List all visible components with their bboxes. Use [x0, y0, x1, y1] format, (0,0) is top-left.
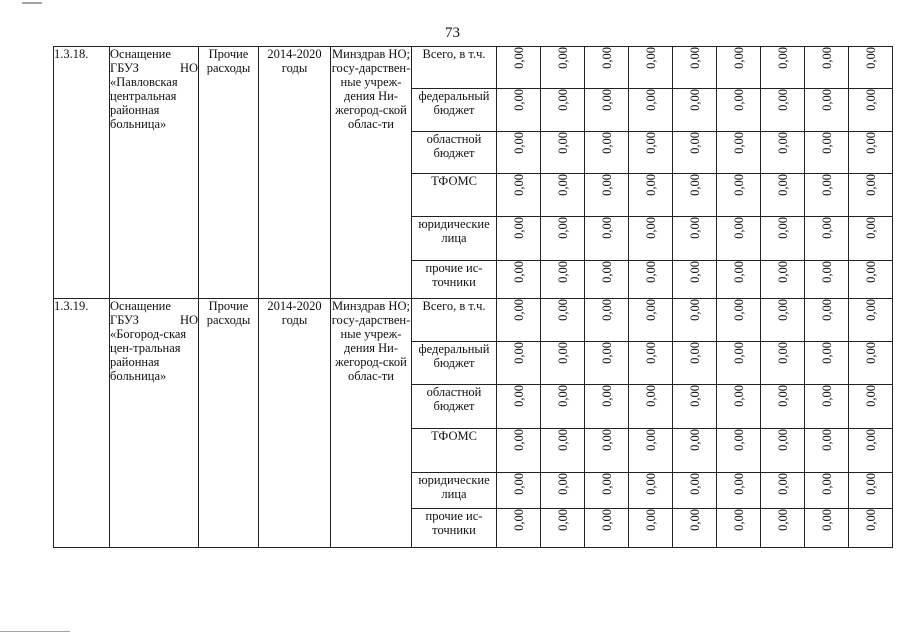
value-cell — [673, 89, 717, 132]
value-text: 0,00 — [643, 47, 658, 69]
value-text: 0,00 — [599, 174, 614, 196]
value-cell — [717, 342, 761, 385]
table-row — [54, 47, 893, 89]
value-cell — [673, 385, 717, 429]
funding-source: ТФОМС — [412, 429, 497, 473]
value-text: 0,00 — [775, 132, 790, 154]
value-cell — [717, 509, 761, 548]
value-cell — [673, 429, 717, 473]
value-text: 0,00 — [555, 174, 570, 196]
value-cell — [585, 509, 629, 548]
value-cell — [497, 132, 541, 174]
value-cell — [585, 473, 629, 509]
value-text: 0,00 — [731, 342, 746, 364]
value-text: 0,00 — [687, 89, 702, 111]
funding-source: федеральный бюджет — [412, 89, 497, 132]
value-cell — [629, 174, 673, 217]
value-text: 0,00 — [819, 429, 834, 451]
value-cell — [541, 342, 585, 385]
value-cell — [805, 509, 849, 548]
value-cell — [717, 47, 761, 89]
value-text: 0,00 — [511, 47, 526, 69]
value-cell — [805, 47, 849, 89]
funding-source: федеральный бюджет — [412, 342, 497, 385]
value-cell — [673, 509, 717, 548]
value-text: 0,00 — [775, 385, 790, 407]
value-text: 0,00 — [687, 217, 702, 239]
value-text: 0,00 — [863, 429, 878, 451]
value-cell — [673, 174, 717, 217]
value-text: 0,00 — [643, 174, 658, 196]
value-cell — [849, 47, 893, 89]
value-cell — [849, 261, 893, 299]
value-text: 0,00 — [863, 261, 878, 283]
value-cell — [717, 174, 761, 217]
value-text: 0,00 — [555, 261, 570, 283]
value-cell — [541, 509, 585, 548]
executor: Минздрав НО; госу-дарствен-ные учреж-дения Ни-жегород-ской облас-ти — [331, 299, 412, 548]
funding-source: ТФОМС — [412, 174, 497, 217]
value-cell — [761, 89, 805, 132]
value-text: 0,00 — [775, 261, 790, 283]
value-cell — [673, 473, 717, 509]
value-cell — [761, 473, 805, 509]
value-cell — [805, 174, 849, 217]
value-cell — [717, 299, 761, 342]
scan-mark — [0, 631, 70, 632]
value-text: 0,00 — [687, 509, 702, 531]
value-text: 0,00 — [643, 299, 658, 321]
value-text: 0,00 — [731, 132, 746, 154]
value-cell — [805, 342, 849, 385]
value-cell — [585, 132, 629, 174]
value-text: 0,00 — [599, 429, 614, 451]
value-text: 0,00 — [555, 429, 570, 451]
value-text: 0,00 — [819, 132, 834, 154]
value-text: 0,00 — [511, 89, 526, 111]
value-text: 0,00 — [775, 429, 790, 451]
value-text: 0,00 — [643, 217, 658, 239]
period: 2014-2020 годы — [259, 299, 331, 548]
value-cell — [585, 299, 629, 342]
value-text: 0,00 — [731, 385, 746, 407]
value-text: 0,00 — [555, 132, 570, 154]
value-cell — [805, 89, 849, 132]
value-text: 0,00 — [643, 385, 658, 407]
executor: Минздрав НО; госу-дарствен-ные учреж-дения Ни-жегород-ской облас-ти — [331, 47, 412, 299]
value-cell — [761, 342, 805, 385]
funding-source: прочие ис-точники — [412, 509, 497, 548]
value-text: 0,00 — [863, 385, 878, 407]
value-cell — [629, 89, 673, 132]
value-cell — [761, 261, 805, 299]
value-cell — [717, 217, 761, 261]
value-text: 0,00 — [775, 299, 790, 321]
value-cell — [717, 429, 761, 473]
value-cell — [629, 473, 673, 509]
value-cell — [717, 385, 761, 429]
funding-source: областной бюджет — [412, 385, 497, 429]
value-cell — [761, 217, 805, 261]
value-cell — [849, 217, 893, 261]
value-text: 0,00 — [511, 299, 526, 321]
value-cell — [805, 429, 849, 473]
value-cell — [497, 47, 541, 89]
value-text: 0,00 — [511, 473, 526, 495]
value-text: 0,00 — [775, 217, 790, 239]
value-text: 0,00 — [599, 299, 614, 321]
value-text: 0,00 — [775, 473, 790, 495]
value-text: 0,00 — [819, 261, 834, 283]
value-cell — [849, 473, 893, 509]
value-cell — [497, 217, 541, 261]
value-text: 0,00 — [775, 89, 790, 111]
value-text: 0,00 — [775, 509, 790, 531]
value-cell — [849, 429, 893, 473]
value-cell — [629, 385, 673, 429]
value-cell — [717, 261, 761, 299]
value-text: 0,00 — [687, 429, 702, 451]
value-text: 0,00 — [643, 342, 658, 364]
value-cell — [805, 217, 849, 261]
value-text: 0,00 — [555, 299, 570, 321]
value-text: 0,00 — [775, 47, 790, 69]
value-text: 0,00 — [599, 385, 614, 407]
value-cell — [761, 132, 805, 174]
value-cell — [497, 473, 541, 509]
value-text: 0,00 — [863, 47, 878, 69]
value-text: 0,00 — [643, 509, 658, 531]
value-cell — [761, 429, 805, 473]
value-cell — [585, 174, 629, 217]
value-cell — [673, 342, 717, 385]
value-text: 0,00 — [819, 509, 834, 531]
value-text: 0,00 — [687, 174, 702, 196]
expense-type: Прочие расходы — [199, 299, 259, 548]
page-number: 73 — [445, 25, 460, 41]
period: 2014-2020 годы — [259, 47, 331, 299]
value-cell — [849, 132, 893, 174]
funding-source: областной бюджет — [412, 132, 497, 174]
value-text: 0,00 — [863, 174, 878, 196]
value-cell — [541, 217, 585, 261]
value-text: 0,00 — [511, 261, 526, 283]
value-cell — [629, 217, 673, 261]
value-text: 0,00 — [819, 385, 834, 407]
value-text: 0,00 — [731, 47, 746, 69]
value-text: 0,00 — [863, 342, 878, 364]
value-text: 0,00 — [687, 132, 702, 154]
value-text: 0,00 — [731, 217, 746, 239]
value-text: 0,00 — [863, 132, 878, 154]
value-text: 0,00 — [687, 385, 702, 407]
value-text: 0,00 — [687, 342, 702, 364]
value-text: 0,00 — [863, 217, 878, 239]
value-text: 0,00 — [731, 473, 746, 495]
table-body — [54, 47, 893, 548]
value-cell — [541, 47, 585, 89]
value-cell — [497, 299, 541, 342]
value-cell — [805, 132, 849, 174]
value-text: 0,00 — [731, 261, 746, 283]
value-text: 0,00 — [599, 89, 614, 111]
value-text: 0,00 — [863, 509, 878, 531]
value-cell — [673, 217, 717, 261]
value-cell — [849, 342, 893, 385]
item-name: Оснащение ГБУЗ НО «Богород-ская цен-тральная районная больница» — [110, 299, 199, 548]
value-text: 0,00 — [863, 89, 878, 111]
value-cell — [849, 299, 893, 342]
value-cell — [673, 261, 717, 299]
value-text: 0,00 — [511, 385, 526, 407]
value-cell — [805, 261, 849, 299]
value-text: 0,00 — [819, 89, 834, 111]
value-cell — [497, 429, 541, 473]
value-text: 0,00 — [599, 217, 614, 239]
value-cell — [805, 385, 849, 429]
value-cell — [497, 89, 541, 132]
value-cell — [761, 174, 805, 217]
value-text: 0,00 — [819, 47, 834, 69]
value-text: 0,00 — [511, 429, 526, 451]
value-cell — [585, 217, 629, 261]
value-text: 0,00 — [775, 342, 790, 364]
value-text: 0,00 — [731, 429, 746, 451]
value-cell — [761, 47, 805, 89]
value-cell — [541, 89, 585, 132]
value-cell — [541, 429, 585, 473]
value-cell — [497, 261, 541, 299]
value-cell — [629, 342, 673, 385]
value-text: 0,00 — [511, 174, 526, 196]
funding-source: Всего, в т.ч. — [412, 47, 497, 89]
value-cell — [849, 509, 893, 548]
value-text: 0,00 — [643, 473, 658, 495]
value-text: 0,00 — [599, 473, 614, 495]
value-text: 0,00 — [555, 473, 570, 495]
value-cell — [761, 509, 805, 548]
value-text: 0,00 — [555, 47, 570, 69]
value-text: 0,00 — [687, 47, 702, 69]
value-text: 0,00 — [687, 261, 702, 283]
value-cell — [497, 342, 541, 385]
value-text: 0,00 — [511, 132, 526, 154]
value-text: 0,00 — [643, 261, 658, 283]
value-text: 0,00 — [731, 174, 746, 196]
value-cell — [585, 261, 629, 299]
value-text: 0,00 — [511, 217, 526, 239]
funding-source: прочие ис-точники — [412, 261, 497, 299]
value-text: 0,00 — [775, 174, 790, 196]
value-text: 0,00 — [819, 217, 834, 239]
value-cell — [805, 299, 849, 342]
value-text: 0,00 — [555, 217, 570, 239]
budget-table — [53, 46, 893, 548]
value-text: 0,00 — [643, 429, 658, 451]
table-row — [54, 299, 893, 342]
value-text: 0,00 — [599, 132, 614, 154]
value-text: 0,00 — [819, 342, 834, 364]
value-text: 0,00 — [555, 89, 570, 111]
value-cell — [761, 299, 805, 342]
value-cell — [629, 429, 673, 473]
value-cell — [541, 385, 585, 429]
value-cell — [629, 132, 673, 174]
value-cell — [629, 299, 673, 342]
value-text: 0,00 — [687, 473, 702, 495]
value-cell — [541, 174, 585, 217]
value-cell — [717, 473, 761, 509]
value-cell — [585, 342, 629, 385]
value-text: 0,00 — [555, 509, 570, 531]
value-text: 0,00 — [599, 509, 614, 531]
value-text: 0,00 — [731, 509, 746, 531]
item-code: 1.3.19. — [54, 299, 110, 548]
value-cell — [541, 299, 585, 342]
value-text: 0,00 — [599, 261, 614, 283]
value-cell — [673, 47, 717, 89]
value-cell — [585, 385, 629, 429]
value-cell — [717, 89, 761, 132]
funding-source: юридические лица — [412, 473, 497, 509]
value-cell — [541, 132, 585, 174]
value-text: 0,00 — [863, 299, 878, 321]
value-cell — [629, 261, 673, 299]
item-name: Оснащение ГБУЗ НО «Павловская центральная районная больница» — [110, 47, 199, 299]
value-cell — [761, 385, 805, 429]
value-text: 0,00 — [555, 385, 570, 407]
value-cell — [585, 89, 629, 132]
item-code: 1.3.18. — [54, 47, 110, 299]
funding-source: юридические лица — [412, 217, 497, 261]
value-cell — [497, 509, 541, 548]
scan-mark — [22, 2, 42, 4]
value-cell — [497, 385, 541, 429]
value-text: 0,00 — [819, 473, 834, 495]
value-text: 0,00 — [819, 174, 834, 196]
value-text: 0,00 — [643, 132, 658, 154]
funding-source: Всего, в т.ч. — [412, 299, 497, 342]
value-cell — [673, 132, 717, 174]
value-text: 0,00 — [511, 509, 526, 531]
value-text: 0,00 — [687, 299, 702, 321]
value-cell — [849, 89, 893, 132]
value-cell — [629, 509, 673, 548]
value-text: 0,00 — [731, 299, 746, 321]
value-text: 0,00 — [819, 299, 834, 321]
value-cell — [717, 132, 761, 174]
value-cell — [673, 299, 717, 342]
value-cell — [805, 473, 849, 509]
expense-type: Прочие расходы — [199, 47, 259, 299]
value-cell — [541, 261, 585, 299]
value-cell — [541, 473, 585, 509]
value-text: 0,00 — [643, 89, 658, 111]
value-cell — [585, 429, 629, 473]
value-text: 0,00 — [599, 342, 614, 364]
value-text: 0,00 — [863, 473, 878, 495]
value-cell — [497, 174, 541, 217]
value-cell — [629, 47, 673, 89]
value-cell — [849, 385, 893, 429]
value-cell — [849, 174, 893, 217]
value-cell — [585, 47, 629, 89]
value-text: 0,00 — [731, 89, 746, 111]
value-text: 0,00 — [599, 47, 614, 69]
value-text: 0,00 — [511, 342, 526, 364]
value-text: 0,00 — [555, 342, 570, 364]
